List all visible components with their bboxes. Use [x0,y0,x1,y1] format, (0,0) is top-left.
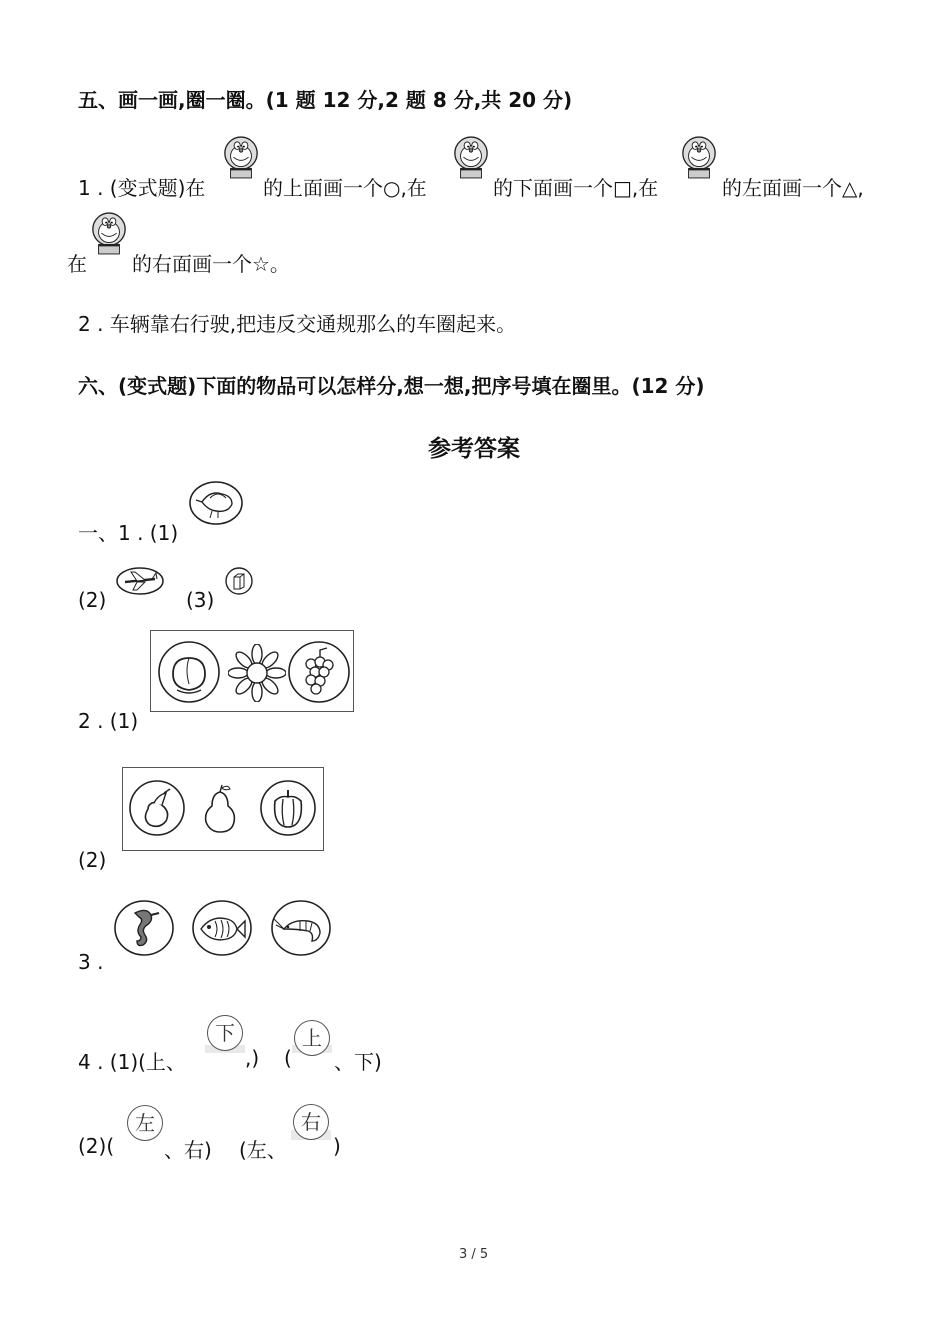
answer-4-2-close2: ) [333,1134,341,1158]
section-5-heading: 五、画一画,圈一圈。(1 题 12 分,2 题 8 分,共 20 分) [78,88,573,112]
answer-4-1-open: 4 . (1)(上、 [78,1050,186,1074]
answer-4-1-open2: ( [284,1046,292,1070]
shrimp-icon [270,899,332,957]
q1-line2-prefix: 在 [67,252,87,276]
sunflower-icon [228,644,286,702]
answer-circle-you: 右 [293,1104,329,1140]
grapes-icon [287,640,351,704]
answer-circle-zuo: 左 [127,1105,163,1141]
q1-part-a: 的上面画一个○,在 [263,176,427,200]
pear-icon [198,782,242,836]
page-number: 3 / 5 [459,1247,489,1262]
q1-part-b: 的下面画一个□,在 [493,176,659,200]
bird-icon [188,480,244,526]
answer-1-3-label: (3) [186,588,215,612]
answer-circle-shang: 上 [294,1020,330,1056]
fish-icon [191,899,253,957]
airplane-icon [115,566,165,596]
q1-line2-suffix: 的右面画一个☆。 [132,252,290,276]
pepper-icon [259,779,317,837]
doraemon-icon [90,210,128,258]
seahorse-icon [113,899,175,957]
answer-1-1-label: 一、1 . (1) [78,521,179,545]
q2-text: 2 . 车辆靠右行驶,把违反交通规那么的车圈起来。 [78,312,517,336]
doraemon-icon [222,134,260,182]
answer-1-2-label: (2) [78,588,107,612]
answers-title: 参考答案 [428,436,520,462]
answer-4-2-open: (2)( [78,1134,115,1158]
answer-4-2-open2: (左、 [239,1138,287,1162]
doraemon-icon [452,134,490,182]
eggplant-icon [128,779,186,837]
section-6-heading: 六、(变式题)下面的物品可以怎样分,想一想,把序号填在圈里。(12 分) [78,374,705,398]
answer-4-1-close2: 、下) [334,1050,382,1074]
answer-4-2-close: 、右) [164,1138,212,1162]
answer-circle-xia: 下 [207,1015,243,1051]
answer-4-1-close: ,) [245,1046,260,1070]
answer-3-label: 3 . [78,950,104,974]
answer-2-1-label: 2 . (1) [78,709,139,733]
q1-prefix: 1 . (变式题)在 [78,176,206,200]
box-icon [224,566,254,596]
doraemon-icon [680,134,718,182]
q1-part-c: 的左面画一个△, [722,176,864,200]
answer-2-2-label: (2) [78,848,107,872]
peach-icon [157,640,221,704]
